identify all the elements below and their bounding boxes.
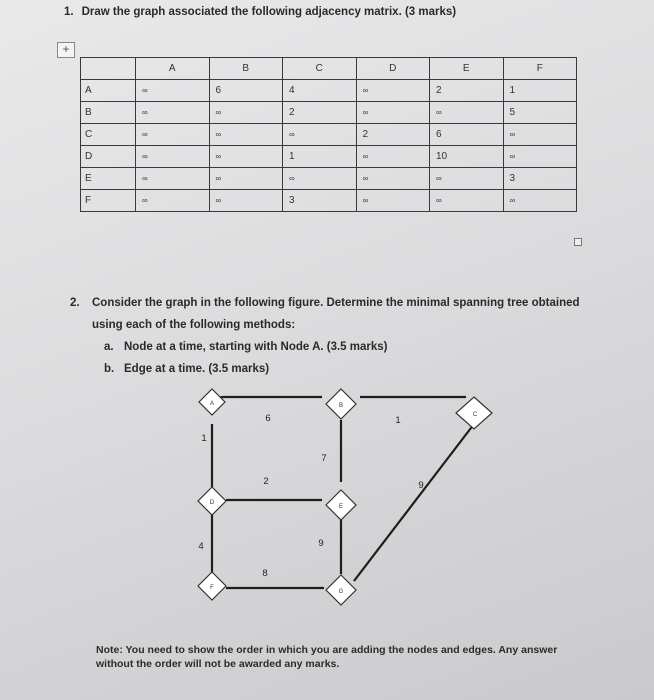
part-b-letter: b. xyxy=(104,363,115,375)
question-2-text: Consider the graph in the following figure. Determine the minimal spanning tree obtained using each of the following methods: xyxy=(92,297,580,331)
matrix-cell: ∞ xyxy=(430,102,504,124)
matrix-row-header: A xyxy=(81,80,136,102)
matrix-cell: 1 xyxy=(503,80,577,102)
edge-weight-a-b: 6 xyxy=(265,413,271,424)
edge-weights xyxy=(198,413,423,579)
matrix-row-header: B xyxy=(81,102,136,124)
question-1-text: Draw the graph associated the following adjacency matrix. (3 marks) xyxy=(81,6,457,18)
edge-weight-d-f: 4 xyxy=(198,541,204,552)
part-a-letter: a. xyxy=(104,341,114,353)
matrix-cell: ∞ xyxy=(136,80,210,102)
matrix-cell: ∞ xyxy=(209,102,283,124)
question-1-number: 1. xyxy=(64,6,74,18)
matrix-cell: ∞ xyxy=(356,168,430,190)
matrix-cell: 3 xyxy=(503,168,577,190)
edge-weight-b-c: 1 xyxy=(395,415,401,426)
edge-weight-c-g: 9 xyxy=(418,480,424,491)
edge-weight-b-e: 7 xyxy=(321,453,327,464)
matrix-column-header: E xyxy=(430,58,504,80)
matrix-cell: 1 xyxy=(283,146,357,168)
node-label: F xyxy=(210,585,214,591)
matrix-cell: ∞ xyxy=(209,168,283,190)
matrix-cell: 2 xyxy=(283,102,357,124)
matrix-cell: ∞ xyxy=(503,124,577,146)
matrix-cell: ∞ xyxy=(503,146,577,168)
matrix-cell: 4 xyxy=(283,80,357,102)
edge-weight-e-g: 9 xyxy=(318,538,324,549)
matrix-cell: 6 xyxy=(430,124,504,146)
matrix-cell: 3 xyxy=(283,190,357,212)
matrix-cell: 6 xyxy=(209,80,283,102)
matrix-column-header: F xyxy=(503,58,577,80)
matrix-cell: ∞ xyxy=(283,168,357,190)
matrix-cell: ∞ xyxy=(430,168,504,190)
matrix-row-header: D xyxy=(81,146,136,168)
matrix-column-header: B xyxy=(209,58,283,80)
matrix-row-header: E xyxy=(81,168,136,190)
graph-nodes xyxy=(198,389,492,605)
matrix-cell: ∞ xyxy=(283,124,357,146)
matrix-cell: ∞ xyxy=(136,146,210,168)
node-label: E xyxy=(338,504,344,510)
question-2-number: 2. xyxy=(70,297,80,309)
matrix-cell: ∞ xyxy=(430,190,504,212)
matrix-cell: ∞ xyxy=(209,190,283,212)
matrix-column-header: A xyxy=(136,58,210,80)
matrix-row-header: F xyxy=(81,190,136,212)
matrix-row-header: C xyxy=(81,124,136,146)
matrix-cell: ∞ xyxy=(136,124,210,146)
matrix-cell: ∞ xyxy=(356,190,430,212)
table-move-handle-icon[interactable]: + xyxy=(57,42,75,58)
matrix-cell: 2 xyxy=(356,124,430,146)
edge-a-b xyxy=(209,397,322,410)
node-label: A xyxy=(209,401,215,407)
node-label: D xyxy=(209,500,215,506)
matrix-cell: ∞ xyxy=(356,102,430,124)
node-label: C xyxy=(472,412,478,418)
matrix-cell: ∞ xyxy=(356,146,430,168)
node-label: B xyxy=(338,403,344,409)
part-b-text: Edge at a time. (3.5 marks) xyxy=(124,363,270,375)
matrix-cell: ∞ xyxy=(136,190,210,212)
note-text: Note: You need to show the order in which you are adding the nodes and edges. Any answer without the order will not be awarded any marks. xyxy=(96,644,558,670)
matrix-cell: ∞ xyxy=(136,168,210,190)
matrix-cell: 10 xyxy=(430,146,504,168)
edge-weight-d-e: 2 xyxy=(263,476,269,487)
matrix-cell: ∞ xyxy=(503,190,577,212)
node-label: G xyxy=(338,589,344,595)
matrix-cell: ∞ xyxy=(209,146,283,168)
matrix-cell: 2 xyxy=(430,80,504,102)
edge-weight-a-d: 1 xyxy=(201,433,207,444)
matrix-cell: ∞ xyxy=(356,80,430,102)
matrix-column-header: C xyxy=(283,58,357,80)
matrix-column-header: D xyxy=(356,58,430,80)
matrix-cell: ∞ xyxy=(209,124,283,146)
matrix-cell: 5 xyxy=(503,102,577,124)
matrix-cell: ∞ xyxy=(136,102,210,124)
edge-c-g xyxy=(354,424,474,581)
edge-weight-f-g: 8 xyxy=(262,568,268,579)
part-a-text: Node at a time, starting with Node A. (3.5 marks) xyxy=(124,341,388,353)
